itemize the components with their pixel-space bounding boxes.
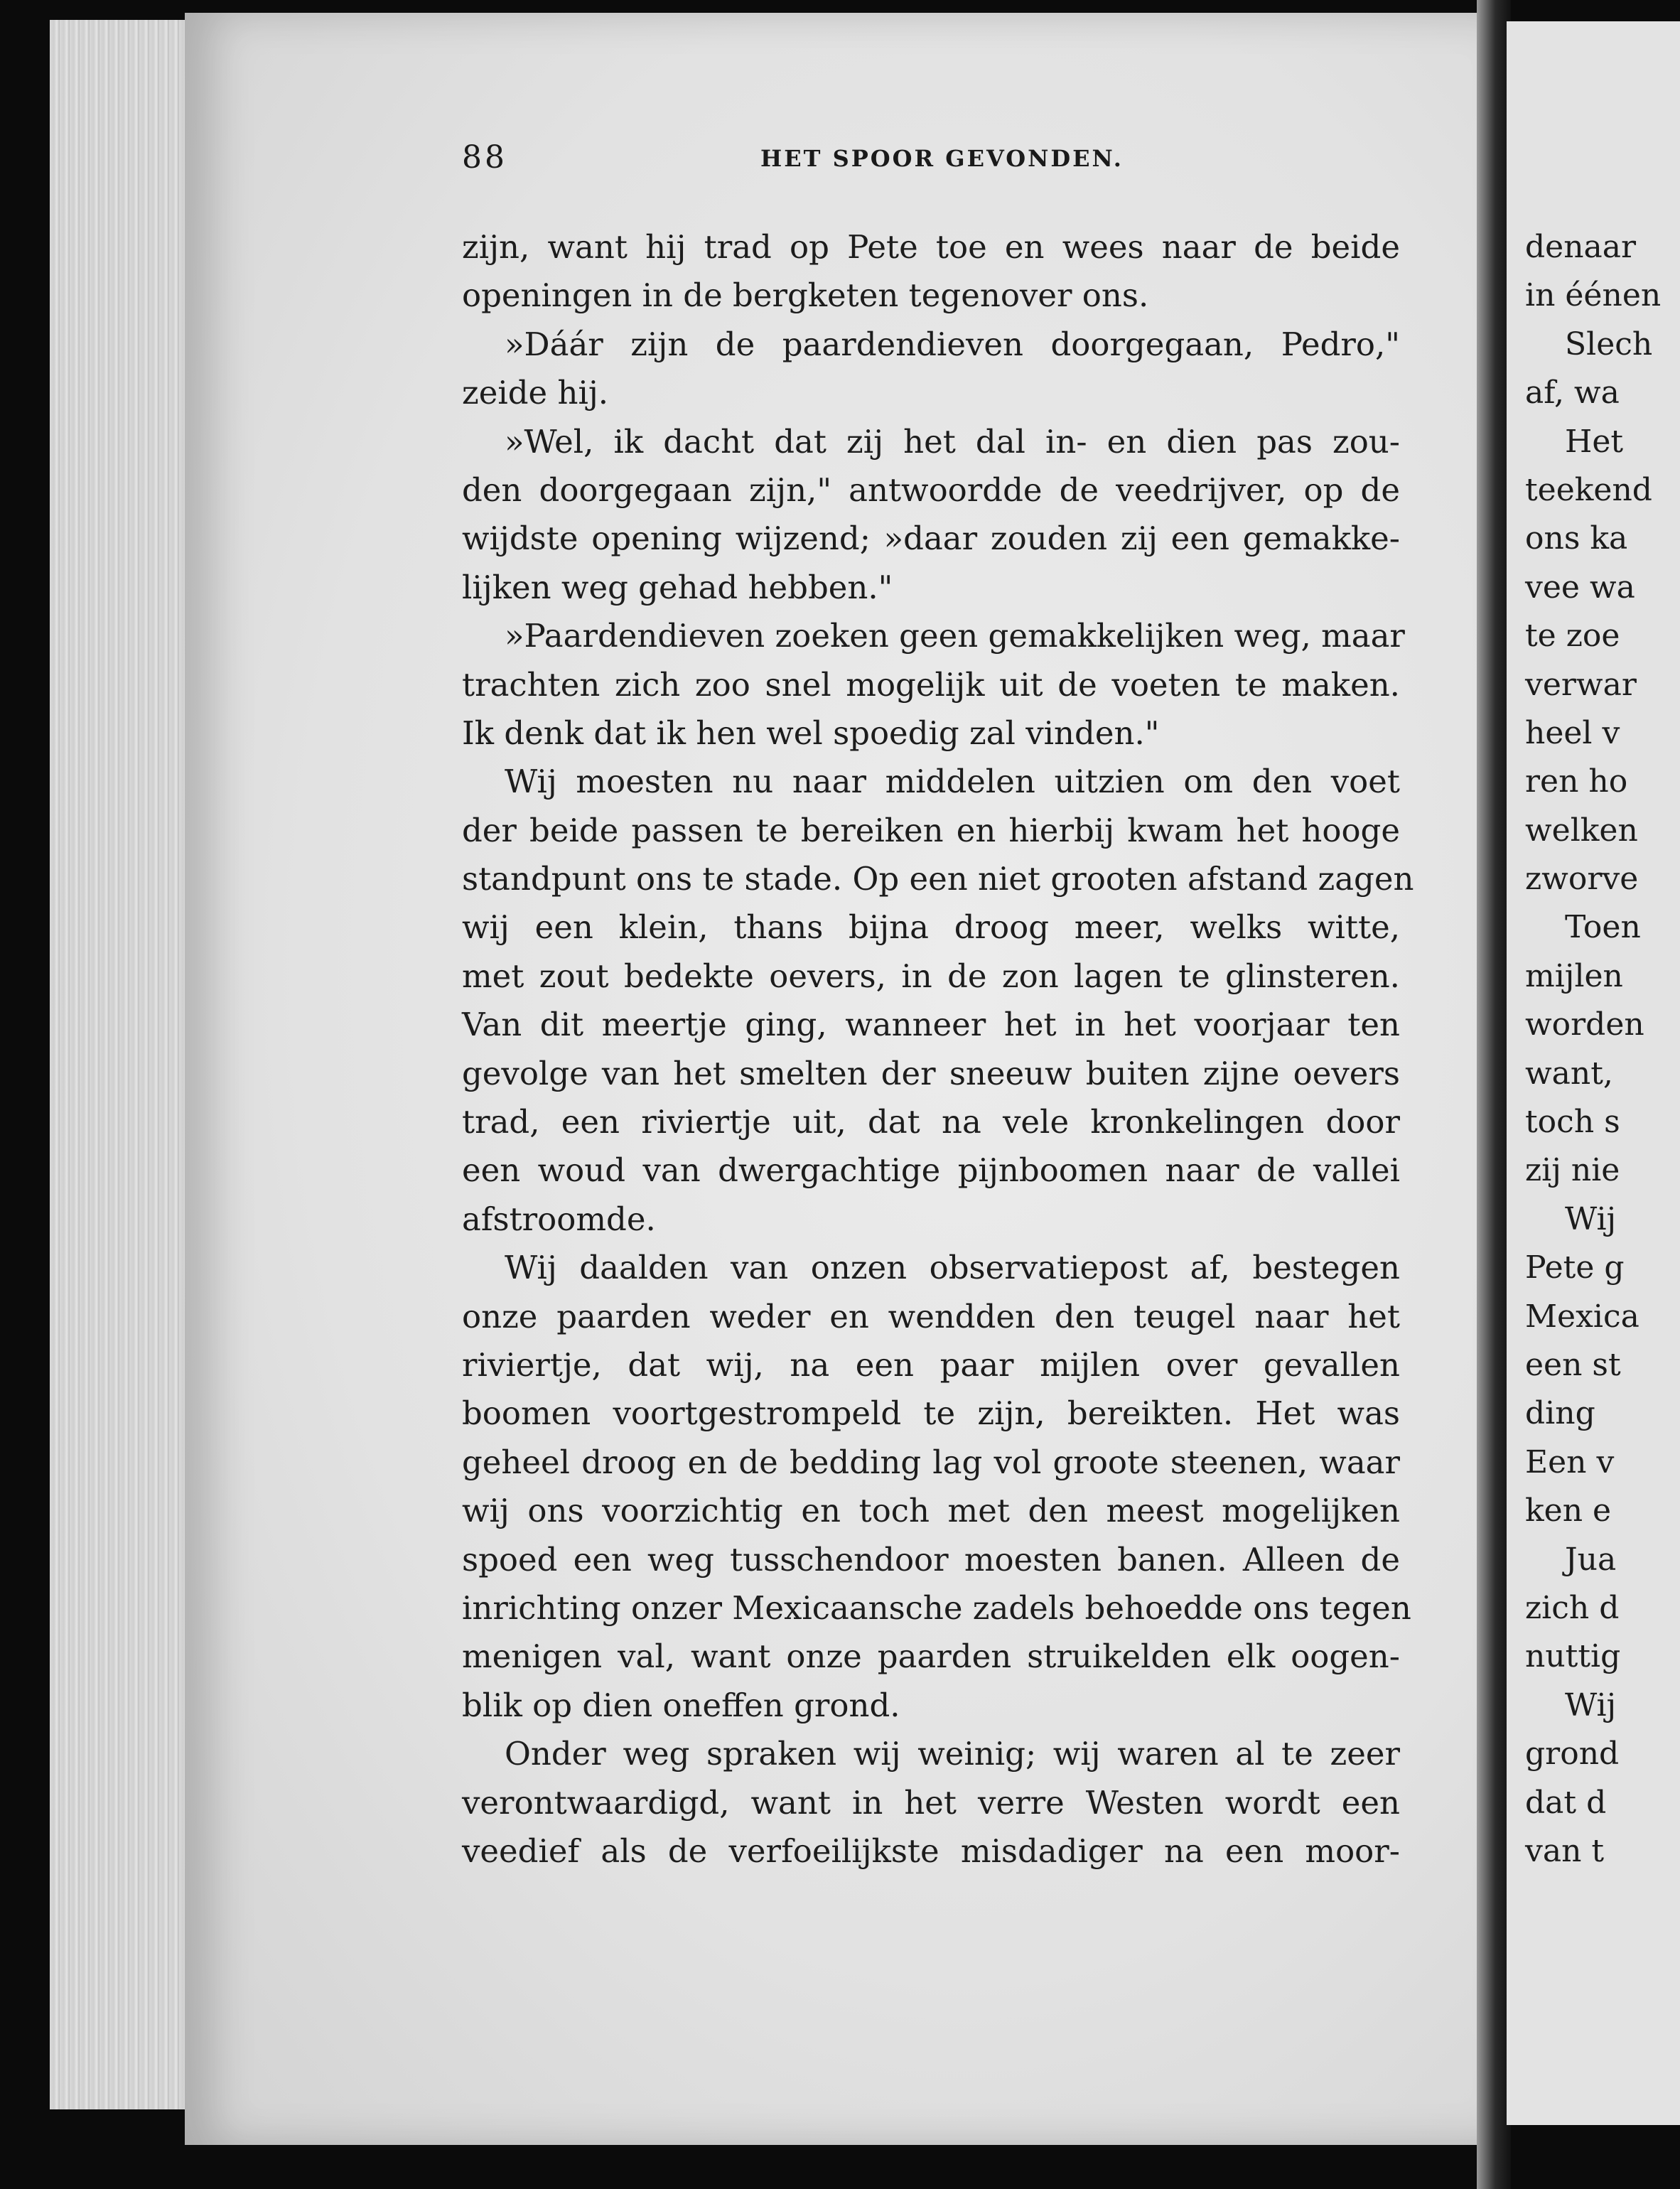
text-fragment: grond bbox=[1525, 1736, 1620, 1773]
text-line: riviertje, dat wij, na een paar mijlen over gevallen bbox=[462, 1345, 1400, 1384]
text-line: verontwaardigd, want in het verre Westen wordt een bbox=[462, 1783, 1400, 1822]
text-line: gevolge van het smelten der sneeuw buiten zijne oevers bbox=[462, 1054, 1400, 1092]
text-fragment: Slech bbox=[1565, 326, 1653, 362]
text-fragment: heel v bbox=[1525, 714, 1620, 751]
text-fragment: ken e bbox=[1525, 1492, 1612, 1529]
text-line: veedief als de verfoeilijkste misdadiger na een moor- bbox=[462, 1832, 1400, 1870]
text-fragment: Mexica bbox=[1525, 1298, 1639, 1335]
text-fragment: zij nie bbox=[1525, 1152, 1620, 1189]
text-line: lijken weg gehad hebben." bbox=[462, 568, 893, 606]
text-fragment: verwar bbox=[1525, 666, 1637, 703]
text-line: spoed een weg tusschendoor moesten banen. Alleen de bbox=[462, 1540, 1400, 1578]
text-line: »Dáár zijn de paardendieven doorgegaan, Pedro," bbox=[505, 325, 1400, 363]
text-fragment: Een v bbox=[1525, 1443, 1615, 1480]
text-line: Wij daalden van onzen observatiepost af, bestegen bbox=[505, 1249, 1400, 1287]
text-fragment: denaar bbox=[1525, 229, 1637, 265]
text-fragment: teekend bbox=[1525, 471, 1652, 508]
book-gutter bbox=[1477, 0, 1511, 2189]
text-line: den doorgegaan zijn," antwoordde de veedrijver, op de bbox=[462, 470, 1400, 509]
text-fragment: Toen bbox=[1565, 909, 1641, 946]
text-fragment: ren ho bbox=[1525, 763, 1628, 800]
text-fragment: welken bbox=[1525, 812, 1638, 849]
text-fragment: Het bbox=[1565, 423, 1624, 460]
text-fragment: ons ka bbox=[1525, 520, 1628, 557]
text-line: zeide hij. bbox=[462, 374, 609, 412]
text-line: wij ons voorzichtig en toch met den meest mogelijken bbox=[462, 1492, 1400, 1530]
text-fragment: nuttig bbox=[1525, 1638, 1621, 1675]
text-line: standpunt ons te stade. Op een niet grooten afstand zagen bbox=[462, 860, 1414, 898]
text-fragment: zworve bbox=[1525, 861, 1639, 898]
running-title: HET SPOOR GEVONDEN. bbox=[760, 145, 1124, 172]
text-line: menigen val, want onze paarden struikelden elk oogen- bbox=[462, 1637, 1400, 1676]
text-line: »Wel, ik dacht dat zij het dal in- en dien pas zou- bbox=[505, 422, 1400, 461]
text-line: zijn, want hij trad op Pete toe en wees naar de beide bbox=[462, 228, 1400, 266]
text-line: wij een klein, thans bijna droog meer, welks witte, bbox=[462, 908, 1400, 947]
text-line: »Paardendieven zoeken geen gemakkelijken weg, maar bbox=[505, 617, 1405, 655]
text-line: Wij moesten nu naar middelen uitzien om den voet bbox=[505, 763, 1400, 801]
text-fragment: van t bbox=[1525, 1832, 1605, 1869]
page-header bbox=[462, 139, 1400, 182]
text-line: Van dit meertje ging, wanneer het in het voorjaar ten bbox=[462, 1006, 1400, 1044]
text-line: Onder weg spraken wij weinig; wij waren al te zeer bbox=[505, 1735, 1400, 1773]
text-fragment: af, wa bbox=[1525, 375, 1620, 412]
text-fragment: vee wa bbox=[1525, 569, 1635, 606]
body-text bbox=[462, 223, 1414, 1876]
text-fragment: dat d bbox=[1525, 1784, 1607, 1821]
text-fragment: in éénen bbox=[1525, 277, 1662, 314]
text-line: onze paarden weder en wendden den teugel naar het bbox=[462, 1297, 1400, 1335]
text-fragment: Wij bbox=[1565, 1687, 1617, 1723]
text-line: met zout bedekte oevers, in de zon lagen te glinsteren. bbox=[462, 957, 1400, 995]
text-line: openingen in de bergketen tegenover ons. bbox=[462, 276, 1149, 315]
text-line: wijdste opening wijzend; »daar zouden zij een gemakke- bbox=[462, 520, 1400, 558]
text-fragment: toch s bbox=[1525, 1104, 1620, 1141]
text-fragment: want, bbox=[1525, 1055, 1613, 1092]
text-fragment: worden bbox=[1525, 1006, 1644, 1043]
text-fragment: mijlen bbox=[1525, 957, 1623, 994]
text-line: een woud van dwergachtige pijnboomen naar de vallei bbox=[462, 1151, 1400, 1190]
text-fragment: een st bbox=[1525, 1346, 1621, 1383]
text-line: geheel droog en de bedding lag vol groote steenen, waar bbox=[462, 1443, 1400, 1481]
text-line: trachten zich zoo snel mogelijk uit de voeten te maken. bbox=[462, 665, 1400, 704]
text-fragment: Wij bbox=[1565, 1200, 1617, 1237]
text-fragment: ding bbox=[1525, 1395, 1595, 1432]
text-fragment: zich d bbox=[1525, 1589, 1620, 1626]
text-line: boomen voortgestrompeld te zijn, bereikten. Het was bbox=[462, 1394, 1400, 1433]
text-fragment: te zoe bbox=[1525, 618, 1620, 655]
right-page-text bbox=[1525, 223, 1680, 1876]
text-line: blik op dien oneffen grond. bbox=[462, 1686, 900, 1724]
right-page bbox=[1507, 21, 1680, 2125]
text-fragment: Jua bbox=[1565, 1541, 1617, 1578]
text-line: afstroomde. bbox=[462, 1200, 656, 1238]
text-line: der beide passen te bereiken en hierbij kwam het hooge bbox=[462, 811, 1400, 849]
text-line: Ik denk dat ik hen wel spoedig zal vinden." bbox=[462, 714, 1160, 752]
text-line: trad, een riviertje uit, dat na vele kronkelingen door bbox=[462, 1103, 1400, 1141]
text-fragment: Pete g bbox=[1525, 1249, 1625, 1286]
text-line: inrichting onzer Mexicaansche zadels behoedde ons tegen bbox=[462, 1588, 1411, 1627]
page-number: 88 bbox=[462, 139, 507, 176]
